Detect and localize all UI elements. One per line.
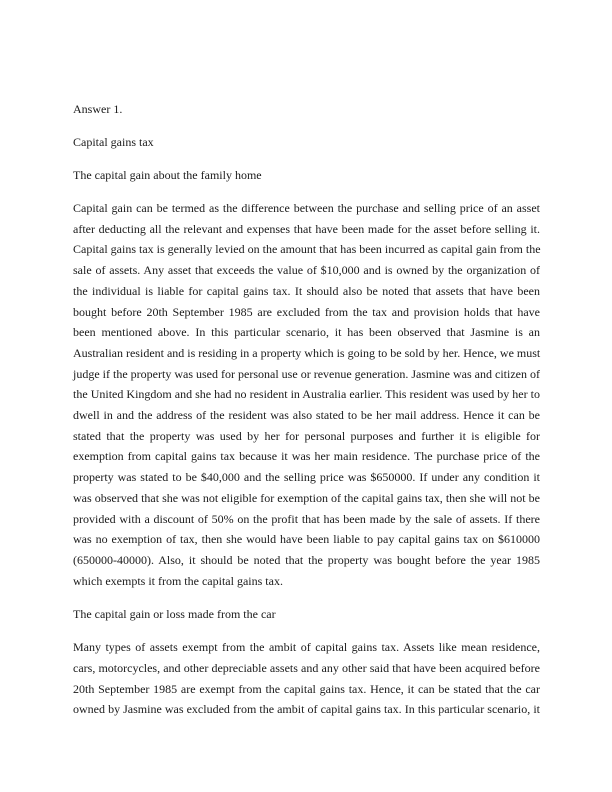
paragraph-spacer — [73, 624, 540, 637]
paragraph-line: the individual is liable for capital gains tax. It should also be noted that assets that have been — [73, 283, 540, 298]
paragraph-spacer — [73, 119, 540, 132]
paragraph-line: Many types of assets exempt from the ambit of capital gains tax. Assets like mean residence, — [73, 640, 540, 655]
paragraph-line: judge if the property was used for personal use or revenue generation. Jasmine was and citizen of — [73, 366, 540, 381]
paragraph-line: was observed that she was not eligible for exemption of the capital gains tax, then she will not be — [73, 490, 540, 505]
paragraph-line: was no exemption of tax, then she would have been liable to pay capital gains tax on $610000 — [73, 532, 540, 547]
answer-heading: Answer 1. — [73, 102, 123, 116]
paragraph-spacer — [73, 591, 540, 604]
paragraph-line: dwell in and the address of the resident was also stated to be her mail address. Hence it can be — [73, 408, 540, 423]
subsection-title-car: The capital gain or loss made from the car — [73, 607, 276, 622]
paragraph-line: 20th September 1985 are exempt from the capital gains tax. Hence, it can be stated that the car — [73, 681, 540, 696]
paragraph-line: property was stated to be $40,000 and the selling price was $650000. If under any condition it — [73, 470, 540, 485]
paragraph-line: sale of assets. Any asset that exceeds the value of $10,000 and is owned by the organization of — [73, 263, 540, 278]
paragraph-car — [73, 637, 540, 720]
paragraph-spacer — [73, 152, 540, 165]
paragraph-family-home — [73, 198, 540, 591]
document-body — [73, 99, 540, 720]
paragraph-line: Capital gain can be termed as the difference between the purchase and selling price of an asset — [73, 201, 540, 215]
paragraph-line: Australian resident and is residing in a property which is going to be sold by her. Hence, we must — [73, 345, 541, 360]
paragraph-line: been mentioned above. In this particular scenario, it has been observed that Jasmine is an — [73, 325, 540, 340]
paragraph-line: which exempts it from the capital gains tax. — [73, 573, 283, 588]
paragraph-line: the United Kingdom and she had no resident in Australia earlier. This resident was used by her to — [73, 387, 540, 402]
subsection-title-family-home: The capital gain about the family home — [73, 168, 262, 182]
paragraph-line: cars, motorcycles, and other depreciable assets and any other said that have been acquired before — [73, 661, 540, 676]
paragraph-line: provided with a discount of 50% on the profit that has been made by the sale of assets. If there — [73, 511, 540, 526]
paragraph-line: (650000-40000). Also, it should be noted that the property was bought before the year 1985 — [73, 552, 540, 567]
paragraph-line: after deducting all the relevant and expenses that have been made for the asset before selling it. — [73, 221, 540, 236]
section-title: Capital gains tax — [73, 135, 154, 149]
paragraph-spacer — [73, 185, 540, 198]
paragraph-line: bought before 20th September 1985 are excluded from the tax and provision holds that have — [73, 304, 540, 319]
paragraph-line: exemption from capital gains tax because it was her main residence. The purchase price of the — [73, 449, 540, 464]
paragraph-line: stated that the property was used by her for personal purposes and further it is eligible for — [73, 428, 540, 443]
paragraph-line: Capital gains tax is generally levied on the amount that has been incurred as capital gain from the — [73, 242, 541, 257]
paragraph-line: owned by Jasmine was excluded from the ambit of capital gains tax. In this particular scenario, it — [73, 702, 540, 717]
